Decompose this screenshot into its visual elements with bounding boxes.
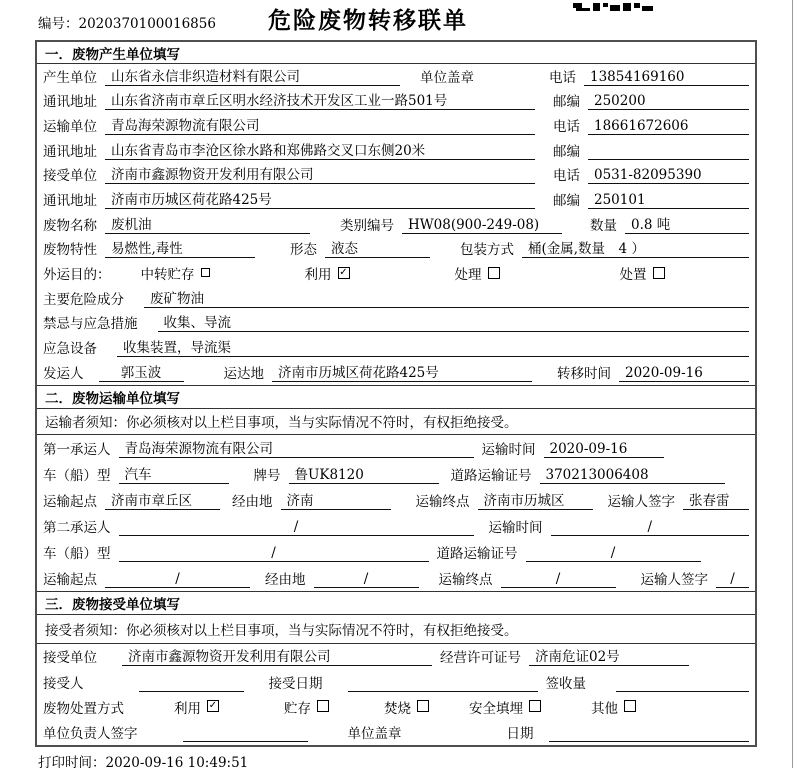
qr-code-fragment bbox=[573, 0, 653, 9]
received-qty-value bbox=[616, 691, 749, 692]
purpose-option-utilize bbox=[305, 263, 350, 283]
producer-zip-value: 250200 bbox=[588, 93, 749, 110]
receiver-phone-value: 0531-82095390 bbox=[588, 167, 749, 184]
transporter-notice: 运输者须知：你必须核对以上栏目事项，当与实际情况不符时，有权拒绝接受。 bbox=[37, 409, 755, 435]
transport-time-value: / bbox=[551, 519, 750, 536]
route-via-label: 经由地 bbox=[265, 572, 306, 589]
unit-seal-label: 单位盖章 bbox=[347, 726, 402, 743]
vehicle-type-label: 车（船）型 bbox=[43, 546, 111, 563]
disposal-option-utilize bbox=[174, 697, 219, 717]
emergency-equipment-value: 收集装置，导流渠 bbox=[117, 336, 749, 357]
producer-value: 山东省永信非织造材料有限公司 bbox=[105, 65, 400, 86]
checkbox-transfer-storage bbox=[201, 268, 210, 277]
zip-label: 邮编 bbox=[553, 94, 580, 111]
waste-property-label: 废物特性 bbox=[43, 242, 97, 259]
destination-label: 运达地 bbox=[223, 365, 264, 382]
transporter-label: 运输单位 bbox=[43, 119, 97, 136]
checkbox-store bbox=[317, 700, 329, 712]
form-state-label: 形态 bbox=[290, 242, 317, 259]
vehicle-type-label: 车（船）型 bbox=[43, 467, 111, 484]
producer-address-value: 山东省济南市章丘区明水经济技术开发区工业一路501号 bbox=[105, 89, 535, 110]
producer-address-row bbox=[37, 89, 755, 114]
option-label: 利用 bbox=[174, 700, 201, 717]
transporter-phone-label: 电话 bbox=[553, 119, 580, 136]
producer-label: 产生单位 bbox=[43, 69, 97, 86]
route-via-value: / bbox=[314, 571, 419, 588]
route-start-label: 运输起点 bbox=[43, 572, 97, 589]
first-carrier-row bbox=[37, 435, 755, 461]
road-license-value: / bbox=[526, 545, 701, 562]
disposal-option-other bbox=[591, 697, 636, 717]
manifest-form bbox=[35, 40, 757, 747]
transporter-value: 青岛海荣源物流有限公司 bbox=[105, 114, 535, 135]
dispatch-row bbox=[37, 360, 755, 385]
vehicle-type-value: / bbox=[119, 545, 429, 562]
checkbox-landfill bbox=[529, 700, 541, 712]
option-label: 焚烧 bbox=[384, 700, 411, 717]
transporter-address-row bbox=[37, 138, 755, 163]
transporter-address-value: 山东省青岛市李沧区徐水路和郑佛路交叉口东侧20米 bbox=[105, 139, 535, 160]
packaging-value: 桶(金属,数量 4 ） bbox=[522, 237, 749, 258]
producer-row bbox=[37, 64, 755, 89]
signature-row bbox=[37, 720, 755, 745]
checkbox-treat bbox=[488, 267, 500, 279]
page-edge-line bbox=[792, 0, 793, 768]
road-license-value: 370213006408 bbox=[540, 467, 725, 484]
carrier-sign-label: 运输人签字 bbox=[640, 572, 708, 589]
route1-row bbox=[37, 487, 755, 513]
received-qty-label: 签收量 bbox=[545, 675, 586, 692]
route2-row bbox=[37, 565, 755, 591]
carrier-sign-value: / bbox=[716, 571, 749, 588]
option-label: 安全填埋 bbox=[469, 700, 523, 717]
carrier-sign-label: 运输人签字 bbox=[607, 494, 675, 511]
emergency-equipment-row bbox=[37, 335, 755, 360]
receiver-address-value: 济南市历城区荷花路425号 bbox=[105, 188, 535, 209]
category-code-value: HW08(900-249-08) bbox=[402, 217, 562, 234]
receiver-label: 接受单位 bbox=[43, 168, 97, 185]
accepting-unit-row bbox=[37, 644, 755, 669]
waste-name-row bbox=[37, 212, 755, 237]
disposal-method-row bbox=[37, 695, 755, 720]
serial-value: 2020370100016856 bbox=[78, 16, 216, 32]
form-state-value: 液态 bbox=[325, 237, 430, 258]
document-header bbox=[0, 0, 796, 40]
checkbox-utilize: ✓ bbox=[339, 266, 348, 278]
category-code-label: 类别编号 bbox=[340, 217, 394, 234]
print-time-label: 打印时间： bbox=[38, 755, 106, 768]
receiver-value: 济南市鑫源物资开发利用有限公司 bbox=[105, 163, 535, 184]
transport-time-value: 2020-09-16 bbox=[544, 441, 664, 458]
route-via-label: 经由地 bbox=[232, 494, 273, 511]
option-label: 处理 bbox=[454, 267, 482, 284]
responsible-sign-label: 单位负责人签字 bbox=[43, 726, 138, 743]
route-start-value: 济南市章丘区 bbox=[105, 489, 220, 510]
accept-date-value bbox=[348, 691, 538, 692]
transfer-time-value: 2020-09-16 bbox=[619, 365, 749, 382]
checkbox-other bbox=[624, 700, 636, 712]
checkbox-incinerate bbox=[417, 700, 429, 712]
disposal-method-label: 废物处置方式 bbox=[43, 700, 124, 717]
address-label: 通讯地址 bbox=[43, 193, 97, 210]
dispatcher-value: 郭玉波 bbox=[99, 361, 184, 382]
option-label: 中转贮存 bbox=[140, 267, 195, 284]
packaging-label: 包装方式 bbox=[460, 242, 514, 259]
transfer-purpose-label: 外运目的： bbox=[43, 267, 111, 284]
disposal-option-store bbox=[284, 697, 329, 717]
route-end-value: / bbox=[501, 571, 616, 588]
print-time bbox=[38, 751, 248, 768]
accept-date-label: 接受日期 bbox=[268, 675, 323, 692]
acceptor-row bbox=[37, 669, 755, 694]
business-license-value: 济南危证02号 bbox=[529, 645, 689, 666]
option-label: 利用 bbox=[304, 267, 332, 284]
serial-label: 编号： bbox=[38, 16, 79, 32]
disposal-option-incinerate bbox=[384, 697, 429, 717]
receiver-row bbox=[37, 163, 755, 188]
route-end-label: 运输终点 bbox=[438, 572, 493, 589]
acceptor-value bbox=[139, 691, 244, 692]
address-label: 通讯地址 bbox=[43, 143, 97, 160]
transport-time-label: 运输时间 bbox=[481, 441, 536, 458]
receiver-phone-label: 电话 bbox=[553, 168, 580, 185]
second-carrier-value: / bbox=[119, 519, 474, 536]
producer-phone-label: 电话 bbox=[549, 69, 576, 86]
transporter-row bbox=[37, 113, 755, 138]
plate-label: 牌号 bbox=[253, 467, 281, 484]
first-carrier-value: 青岛海荣源物流有限公司 bbox=[119, 437, 474, 458]
checkbox-utilize: ✓ bbox=[208, 700, 218, 712]
option-label: 处置 bbox=[619, 267, 647, 284]
quantity-label: 数量 bbox=[590, 217, 617, 234]
business-license-label: 经营许可证号 bbox=[440, 650, 521, 667]
waste-property-value: 易燃性,毒性 bbox=[105, 237, 255, 258]
receiver-notice: 接受者须知：你必须核对以上栏目事项，当与实际情况不符时，有权拒绝接受。 bbox=[37, 615, 755, 644]
page-title: 危险废物转移联单 bbox=[268, 8, 468, 34]
taboo-measures-label: 禁忌与应急措施 bbox=[43, 316, 138, 333]
taboo-measures-value: 收集、导流 bbox=[158, 311, 750, 332]
section3-title: 三．废物接受单位填写 bbox=[37, 591, 755, 615]
hazard-component-label: 主要危险成分 bbox=[43, 291, 124, 308]
purpose-option-treat bbox=[455, 263, 500, 283]
vehicle1-row bbox=[37, 461, 755, 487]
accepting-unit-value: 济南市鑫源物资开发利用有限公司 bbox=[122, 645, 432, 666]
destination-value: 济南市历城区荷花路425号 bbox=[272, 361, 532, 382]
dispatcher-label: 发运人 bbox=[43, 365, 84, 382]
receiver-address-row bbox=[37, 187, 755, 212]
route-start-value: / bbox=[105, 571, 250, 588]
transfer-time-label: 转移时间 bbox=[557, 365, 611, 382]
taboo-measures-row bbox=[37, 311, 755, 336]
first-carrier-label: 第一承运人 bbox=[43, 441, 111, 458]
print-time-value: 2020-09-16 10:49:51 bbox=[105, 755, 249, 768]
plate-value: 鲁UK8120 bbox=[289, 463, 439, 484]
date-label: 日期 bbox=[506, 726, 534, 743]
second-carrier-row bbox=[37, 513, 755, 539]
emergency-equipment-label: 应急设备 bbox=[43, 341, 97, 358]
accepting-unit-label: 接受单位 bbox=[43, 650, 97, 667]
section2-title: 二．废物运输单位填写 bbox=[37, 385, 755, 409]
zip-label: 邮编 bbox=[553, 193, 580, 210]
transporter-zip-value bbox=[588, 159, 749, 160]
route-start-label: 运输起点 bbox=[43, 494, 97, 511]
option-label: 贮存 bbox=[284, 700, 311, 717]
hazard-component-row bbox=[37, 286, 755, 311]
transfer-purpose-row bbox=[37, 261, 755, 286]
option-label: 其他 bbox=[591, 700, 618, 717]
date-value bbox=[549, 741, 750, 742]
acceptor-label: 接受人 bbox=[43, 675, 84, 692]
section1-title: 一．废物产生单位填写 bbox=[37, 42, 755, 64]
road-license-label: 道路运输证号 bbox=[436, 546, 518, 563]
responsible-sign-value bbox=[183, 741, 308, 742]
address-label: 通讯地址 bbox=[43, 94, 97, 111]
quantity-value: 0.8 吨 bbox=[625, 213, 749, 234]
receiver-zip-value: 250101 bbox=[588, 192, 749, 209]
transporter-phone-value: 18661672606 bbox=[588, 118, 749, 135]
route-via-value: 济南 bbox=[281, 489, 391, 510]
producer-phone-value: 13854169160 bbox=[584, 69, 749, 86]
purpose-option-dispose bbox=[620, 263, 665, 283]
unit-seal-label: 单位盖章 bbox=[420, 69, 474, 86]
hazard-component-value: 废矿物油 bbox=[144, 287, 749, 308]
checkbox-dispose bbox=[653, 267, 665, 279]
carrier-sign-value: 张春雷 bbox=[683, 489, 749, 510]
waste-name-value: 废机油 bbox=[105, 213, 310, 234]
second-carrier-label: 第二承运人 bbox=[43, 520, 111, 537]
disposal-option-landfill bbox=[469, 697, 541, 717]
zip-label: 邮编 bbox=[553, 143, 580, 160]
waste-name-label: 废物名称 bbox=[43, 217, 97, 234]
vehicle-type-value: 汽车 bbox=[119, 463, 229, 484]
purpose-option-transfer-storage bbox=[141, 263, 210, 283]
road-license-label: 道路运输证号 bbox=[450, 467, 532, 484]
transport-time-label: 运输时间 bbox=[488, 520, 543, 537]
route-end-value: 济南市历城区 bbox=[478, 489, 593, 510]
vehicle2-row bbox=[37, 539, 755, 565]
route-end-label: 运输终点 bbox=[415, 494, 470, 511]
waste-property-row bbox=[37, 237, 755, 262]
